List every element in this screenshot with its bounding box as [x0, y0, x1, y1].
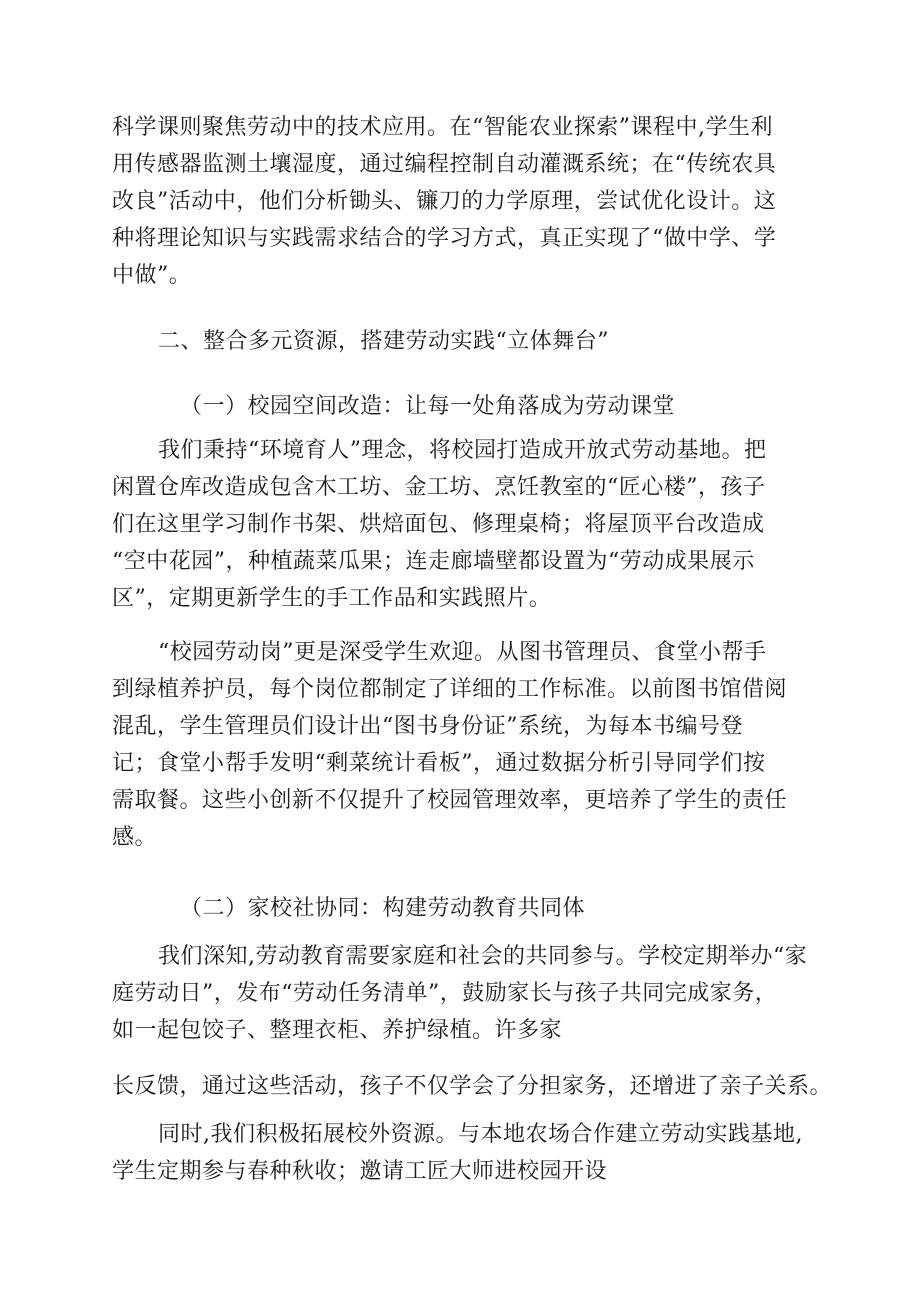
text-line: “空中花园”，种植蔬菜瓜果；连走廊墙壁都设置为“劳动成果展示: [112, 549, 755, 574]
text-line: 如一起包饺子、整理衣柜、养护绿植。许多家: [112, 1018, 563, 1043]
subsection-heading-campus: （一）校园空间改造：让每一处角落成为劳动课堂: [180, 394, 676, 419]
text-line: 需取餐。这些小创新不仅提升了校园管理效率，更培养了学生的责任: [112, 788, 788, 813]
text-line: 中做”。: [112, 263, 192, 288]
text-line: 闲置仓库改造成包含木工坊、金工坊、烹饪教室的“匠心楼”，孩子: [112, 475, 766, 500]
text-line: 们在这里学习制作书架、烘焙面包、修理桌椅；将屋顶平台改造成: [112, 512, 765, 537]
text-line: 科学课则聚焦劳动中的技术应用。在“智能农业探索”课程中,学生利: [112, 115, 773, 140]
text-line: 同时,我们积极拓展校外资源。与本地农场合作建立劳动实践基地,: [158, 1122, 803, 1147]
text-line: “校园劳动岗”更是深受学生欢迎。从图书管理员、食堂小帮手: [158, 640, 767, 665]
text-line: 感。: [112, 825, 158, 850]
text-line: 到绿植养护员，每个岗位都制定了详细的工作标准。以前图书馆借阅: [112, 677, 788, 702]
text-line: 记；食堂小帮手发明“剩菜统计看板”，通过数据分析引导同学们按: [112, 751, 766, 776]
text-line: 我们秉持“环境育人”理念，将校园打造成开放式劳动基地。把: [158, 438, 767, 463]
text-line: 用传感器监测土壤湿度，通过编程控制自动灌溉系统；在“传统农具: [112, 152, 777, 177]
text-line: 庭劳动日”，发布“劳动任务清单”，鼓励家长与孩子共同完成家务，: [112, 981, 778, 1006]
paragraph-parent-feedback: 长反馈，通过这些活动，孩子不仅学会了分担家务，还增进了亲子关系。: [112, 1074, 833, 1099]
text-line: 区”，定期更新学生的手工作品和实践照片。: [112, 586, 552, 611]
subsection-heading-collaboration: （二）家校社协同：构建劳动教育共同体: [180, 896, 586, 921]
text-line: 种将理论知识与实践需求结合的学习方式，真正实现了“做中学、学: [112, 226, 777, 251]
text-line: 学生定期参与春种秋收；邀请工匠大师进校园开设: [112, 1159, 608, 1184]
text-line: 改良”活动中，他们分析锄头、镰刀的力学原理，尝试优化设计。这: [112, 189, 777, 214]
section-heading: 二、整合多元资源，搭建劳动实践“立体舞台”: [158, 329, 609, 354]
text-line: 我们深知,劳动教育需要家庭和社会的共同参与。学校定期举办“家: [158, 944, 808, 969]
text-line: 混乱，学生管理员们设计出“图书身份证”系统，为每本书编号登: [112, 714, 743, 739]
